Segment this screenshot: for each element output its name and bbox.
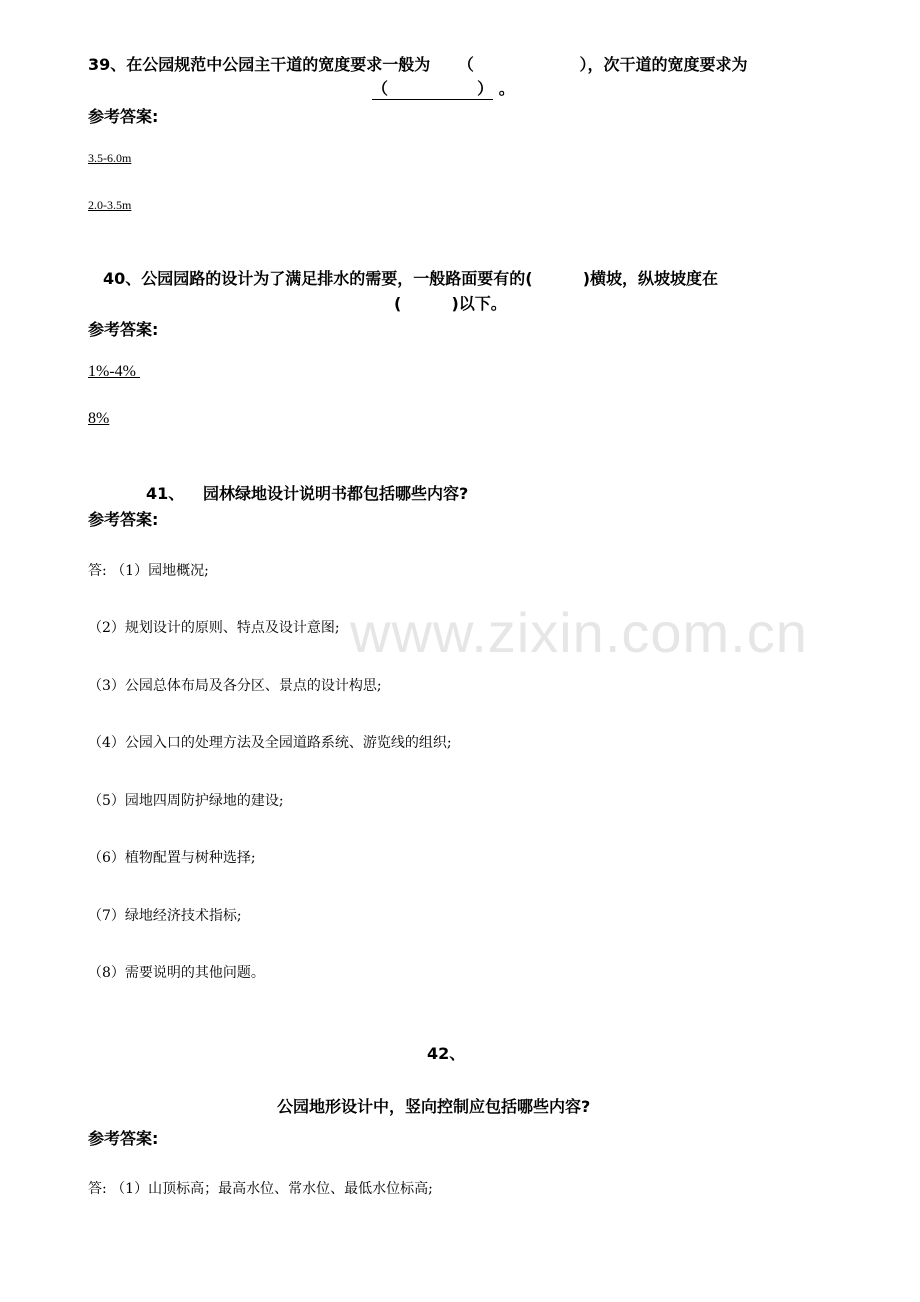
answer-41-item-5: （5）园地四周防护绿地的建设; xyxy=(88,793,284,809)
answer-40-1: 1%-4% xyxy=(88,363,140,380)
answer-label-41: 参考答案: xyxy=(88,510,159,529)
answer-label-39: 参考答案: xyxy=(88,107,159,126)
answer-42-item-1: 答: （1）山顶标高；最高水位、常水位、最低水位标高; xyxy=(88,1181,433,1197)
answer-label-42: 参考答案: xyxy=(88,1129,159,1148)
answer-40-2: 8% xyxy=(88,410,110,427)
answer-41-item-1: 答: （1）园地概况; xyxy=(88,563,209,579)
question-40-line2: ( )以下。 xyxy=(394,294,507,313)
answer-label-40: 参考答案: xyxy=(88,320,159,339)
question-41-number: 41、 xyxy=(146,484,185,503)
question-39-open-paren: （ xyxy=(457,55,474,74)
answer-41-item-7: （7）绿地经济技术指标; xyxy=(88,908,242,924)
answer-41-item-3: （3）公园总体布局及各分区、景点的设计构思; xyxy=(88,678,382,694)
question-39-tail: 。 xyxy=(498,79,515,98)
question-42-number: 42、 xyxy=(427,1044,466,1063)
answer-41-item-2: （2）规划设计的原则、特点及设计意图; xyxy=(88,620,340,636)
answer-39-2: 2.0-3.5m xyxy=(88,198,132,212)
question-39-text: 39、在公园规范中公园主干道的宽度要求一般为 xyxy=(88,55,431,74)
question-39-second-blank: （ ） xyxy=(372,76,493,100)
answer-41-item-6: （6）植物配置与树种选择; xyxy=(88,850,256,866)
answer-41-item-4: （4）公园入口的处理方法及全园道路系统、游览线的组织; xyxy=(88,735,452,751)
question-42-text: 公园地形设计中，竖向控制应包括哪些内容? xyxy=(277,1097,591,1116)
watermark: www.zixin.com.cn xyxy=(350,601,808,664)
answer-39-1: 3.5-6.0m xyxy=(88,151,132,165)
question-41-text: 园林绿地设计说明书都包括哪些内容? xyxy=(203,484,469,503)
question-40-line1: 40、公园园路的设计为了满足排水的需要，一般路面要有的( )横坡，纵坡坡度在 xyxy=(103,269,719,288)
question-39-close-paren: ），次干道的宽度要求为 xyxy=(579,55,748,74)
answer-41-item-8: （8）需要说明的其他问题。 xyxy=(88,965,265,981)
question-39-line2 xyxy=(372,76,515,100)
question-39-line1 xyxy=(88,52,747,75)
